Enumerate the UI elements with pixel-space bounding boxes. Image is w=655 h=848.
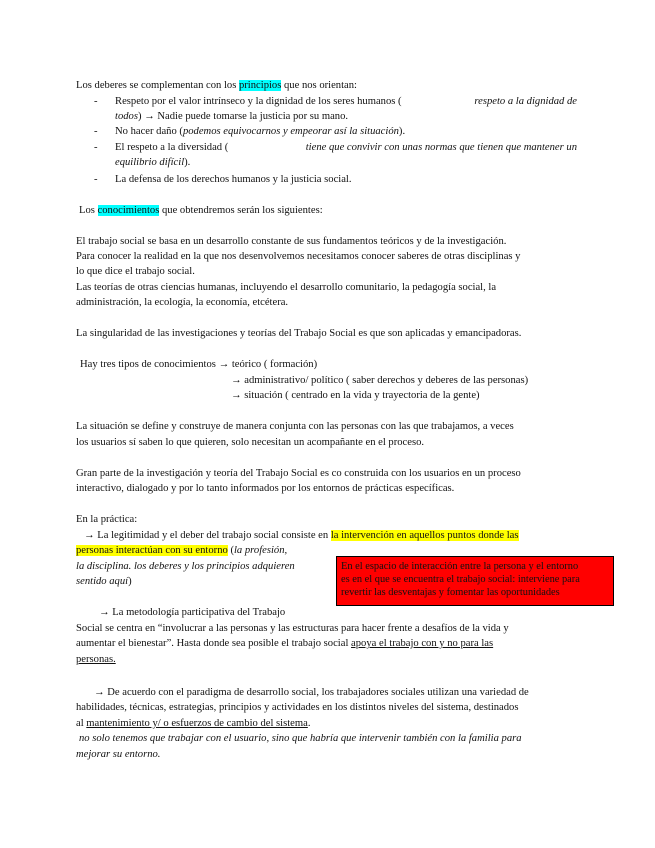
bullet-2 [115, 125, 405, 138]
bullet-1-text: Respeto por el valor intrínseco y la dignidad de los seres humanos ( [115, 96, 402, 107]
intro-text-end: que nos orientan: [281, 80, 357, 91]
p7-line-2: interactivo, dialogado y por lo tanto informados por los entornos de prácticas específicas. [76, 483, 455, 494]
p7-line-1: Gran parte de la investigación y teoría del Trabajo Social es co construida con los usuarios en un proceso [76, 468, 521, 479]
bullet-2-text: No hacer daño ( [115, 126, 183, 137]
singularity-paragraph: La singularidad de las investigaciones y teorías del Trabajo Social es que son aplicadas y emancipadoras. [76, 328, 522, 339]
callout-box [336, 556, 614, 606]
bullet-3-italic: tiene que convivir con unas normas que tienen que mantener un [305, 142, 577, 153]
callout-line-2: es en el que se encuentra el trabajo social: interviene para [341, 574, 580, 585]
bullet-dash: - [94, 174, 98, 185]
bullet-1-line-1 [115, 95, 577, 108]
knowledge-type-2: → administrativo/ político ( saber derechos y deberes de las personas) [231, 375, 529, 386]
bullet-1-text-2: ) → Nadie puede tomarse la justicia por su mano. [137, 111, 349, 122]
intervention-highlight: la intervención en aquellos puntos donde las [330, 530, 519, 541]
bullet-dash: - [94, 96, 98, 107]
paradigm-text: al [76, 718, 87, 729]
conocimientos-highlight: conocimientos [97, 205, 160, 216]
principles-intro [76, 79, 357, 92]
practice-line-1 [84, 529, 519, 542]
practice-line-4 [76, 575, 132, 588]
p6-line-1: La situación se define y construye de manera conjunta con las personas con las que trabajamos, a veces [76, 421, 514, 432]
paradigm-line-3 [76, 717, 310, 730]
paradigm-line-1: → De acuerdo con el paradigma de desarrollo social, los trabajadores sociales utilizan una variedad de [94, 687, 529, 698]
paradigm-underlined: mantenimiento y/ o esfuerzos de cambio del sistema [86, 718, 308, 729]
practice-heading: En la práctica: [76, 514, 138, 525]
p3-line-5: administración, la ecología, la economía, etcétera. [76, 297, 289, 308]
bullet-3-text: El respeto a la diversidad ( [115, 142, 229, 153]
practice-paren-close: ) [128, 576, 132, 587]
bullet-3-line-1 [115, 141, 577, 154]
bullet-3-end: ). [184, 157, 191, 168]
methodology-underlined: apoya el trabajo con y no para las [351, 638, 494, 649]
practice-line-3: la disciplina. los deberes y los principios adquieren [76, 561, 295, 572]
paradigm-period: . [307, 718, 311, 729]
practice-text: → La legitimidad y el deber del trabajo social consiste en [84, 530, 331, 541]
bullet-dash: - [94, 126, 98, 137]
methodology-text: aumentar el bienestar”. Hasta donde sea posible el trabajo social [76, 638, 352, 649]
bullet-2-end: ). [398, 126, 406, 137]
practice-paren: ( [227, 545, 234, 556]
methodology-line-3 [76, 637, 493, 650]
paradigm-line-2: habilidades, técnicas, estrategias, principios y actividades en los distintos niveles del sistema, destinados [76, 702, 519, 713]
methodology-line-1: → La metodología participativa del Trabajo [99, 607, 286, 618]
bullet-1-italic: respeto a la dignidad de [474, 96, 577, 107]
practice-italic: la profesión, [233, 545, 288, 556]
intro-text: Los deberes se complementan con los [76, 80, 239, 91]
bullet-4: La defensa de los derechos humanos y la justicia social. [115, 174, 352, 185]
knowledge-type-3: → situación ( centrado en la vida y trayectoria de la gente) [231, 390, 480, 401]
knowledge-text: Los [79, 205, 98, 216]
callout-line-3: revertir las desventajas y fomentar las oportunidades [341, 587, 560, 598]
p3-line-4: Las teorías de otras ciencias humanas, incluyendo el desarrollo comunitario, la pedagogía social, la [76, 282, 497, 293]
bullet-1-italic-2: todos [115, 111, 138, 122]
bullet-1-line-2 [115, 110, 348, 123]
knowledge-intro [79, 204, 323, 217]
bullet-3-italic-2: equilibrio difícil [115, 157, 185, 168]
practice-line-2 [76, 544, 287, 557]
knowledge-types-lead: Hay tres tipos de conocimientos → teórico ( formación) [80, 359, 318, 370]
p6-line-2: los usuarios sí saben lo que quieren, solo necesitan un acompañante en el proceso. [76, 437, 425, 448]
methodology-line-2: Social se centra en “involucrar a las personas y las estructuras para hacer frente a desafíos de la vida y [76, 623, 509, 634]
p3-line-1: El trabajo social se basa en un desarrollo constante de sus fundamentos teóricos y de la investigación. [76, 236, 507, 247]
interaction-highlight: personas interactúan con su entorno [76, 545, 228, 556]
family-note-line-1: no solo tenemos que trabajar con el usuario, sino que habría que intervenir también con la familia para [79, 733, 522, 744]
p3-line-2: Para conocer la realidad en la que nos desenvolvemos necesitamos conocer saberes de otras disciplinas y [76, 251, 521, 262]
practice-italic-end: sentido aquí [76, 576, 129, 587]
callout-line-1: En el espacio de interacción entre la persona y el entorno [341, 561, 579, 572]
p3-line-3: lo que dice el trabajo social. [76, 266, 195, 277]
methodology-line-4: personas. [76, 654, 116, 665]
principios-highlight: principios [238, 80, 282, 91]
bullet-2-italic: podemos equivocarnos y empeorar así la situación [182, 126, 399, 137]
bullet-dash: - [94, 142, 98, 153]
knowledge-text-end: que obtendremos serán los siguientes: [159, 205, 323, 216]
bullet-3-line-2 [115, 156, 190, 169]
family-note-line-2: mejorar su entorno. [76, 749, 161, 760]
